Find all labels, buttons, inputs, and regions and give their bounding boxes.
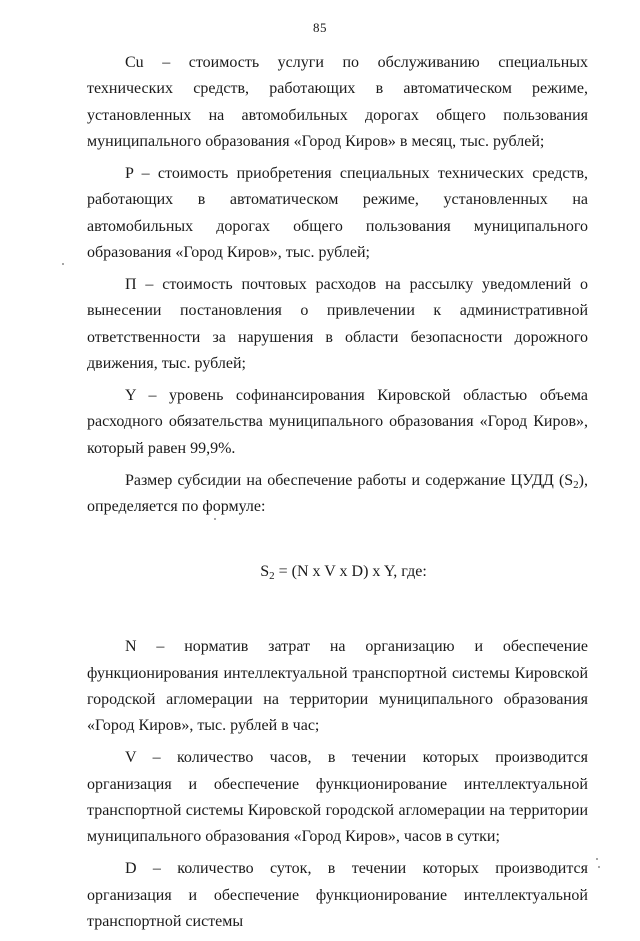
definition-v: V – количество часов, в течении которых производится организация и обеспечение функционирование интеллектуальной транспортной системы Кировской городской агломерации на территории муниципального образования «Город Киров», часов в сутки; (87, 749, 588, 846)
definition-p: P – стоимость приобретения специальных технических средств, работающих в автоматическом режиме, установленных на автомобильных дорогах общего пользования муниципального образования «Город Киров», тыс. рублей; (87, 164, 588, 261)
definition-y: Y – уровень софинансирования Кировской областью объема расходного обязательства муниципального образования «Город Киров», который равен 99,9%. (87, 386, 588, 457)
scan-speck (596, 858, 598, 860)
definition-cu: Cu – стоимость услуги по обслуживанию специальных технических средств, работающих в автоматическом режиме, установленных на автомобильных дорогах общего пользования муниципального образования «Город Киров» в месяц, тыс. рублей; (87, 54, 588, 150)
subsidy-intro (87, 468, 588, 521)
formula-s2 (87, 560, 588, 584)
scan-speck (598, 866, 600, 868)
definition-d: D – количество суток, в течении которых производится организация и обеспечение функционирование интеллектуальной транспортной системы (87, 860, 588, 930)
formula-rhs: = (N x V x D) x Y, где: (274, 563, 427, 581)
document-body (87, 50, 588, 941)
page-number: 85 (313, 20, 327, 35)
scan-speck (62, 263, 64, 265)
formula-lhs-subscript: 2 (269, 570, 275, 583)
formula-lhs: S (260, 563, 270, 581)
subsidy-intro-tail: ), определяется по формуле: (87, 471, 588, 515)
subsidy-intro-subscript: 2 (573, 478, 579, 491)
definition-postal: П – стоимость почтовых расходов на рассылку уведомлений о вынесении постановления о привлечении к административной ответственности за нарушения в области безопасности дорожного движения, тыс. рублей; (87, 275, 588, 372)
definition-n: N – норматив затрат на организацию и обеспечение функционирования интеллектуальной транспортной системы Кировской городской агломерации на территории муниципального образования «Город Киров», тыс. рублей в час; (87, 638, 588, 735)
subsidy-intro-text: Размер субсидии на обеспечение работы и содержание ЦУДД (S (125, 471, 574, 489)
scan-speck (214, 518, 216, 520)
